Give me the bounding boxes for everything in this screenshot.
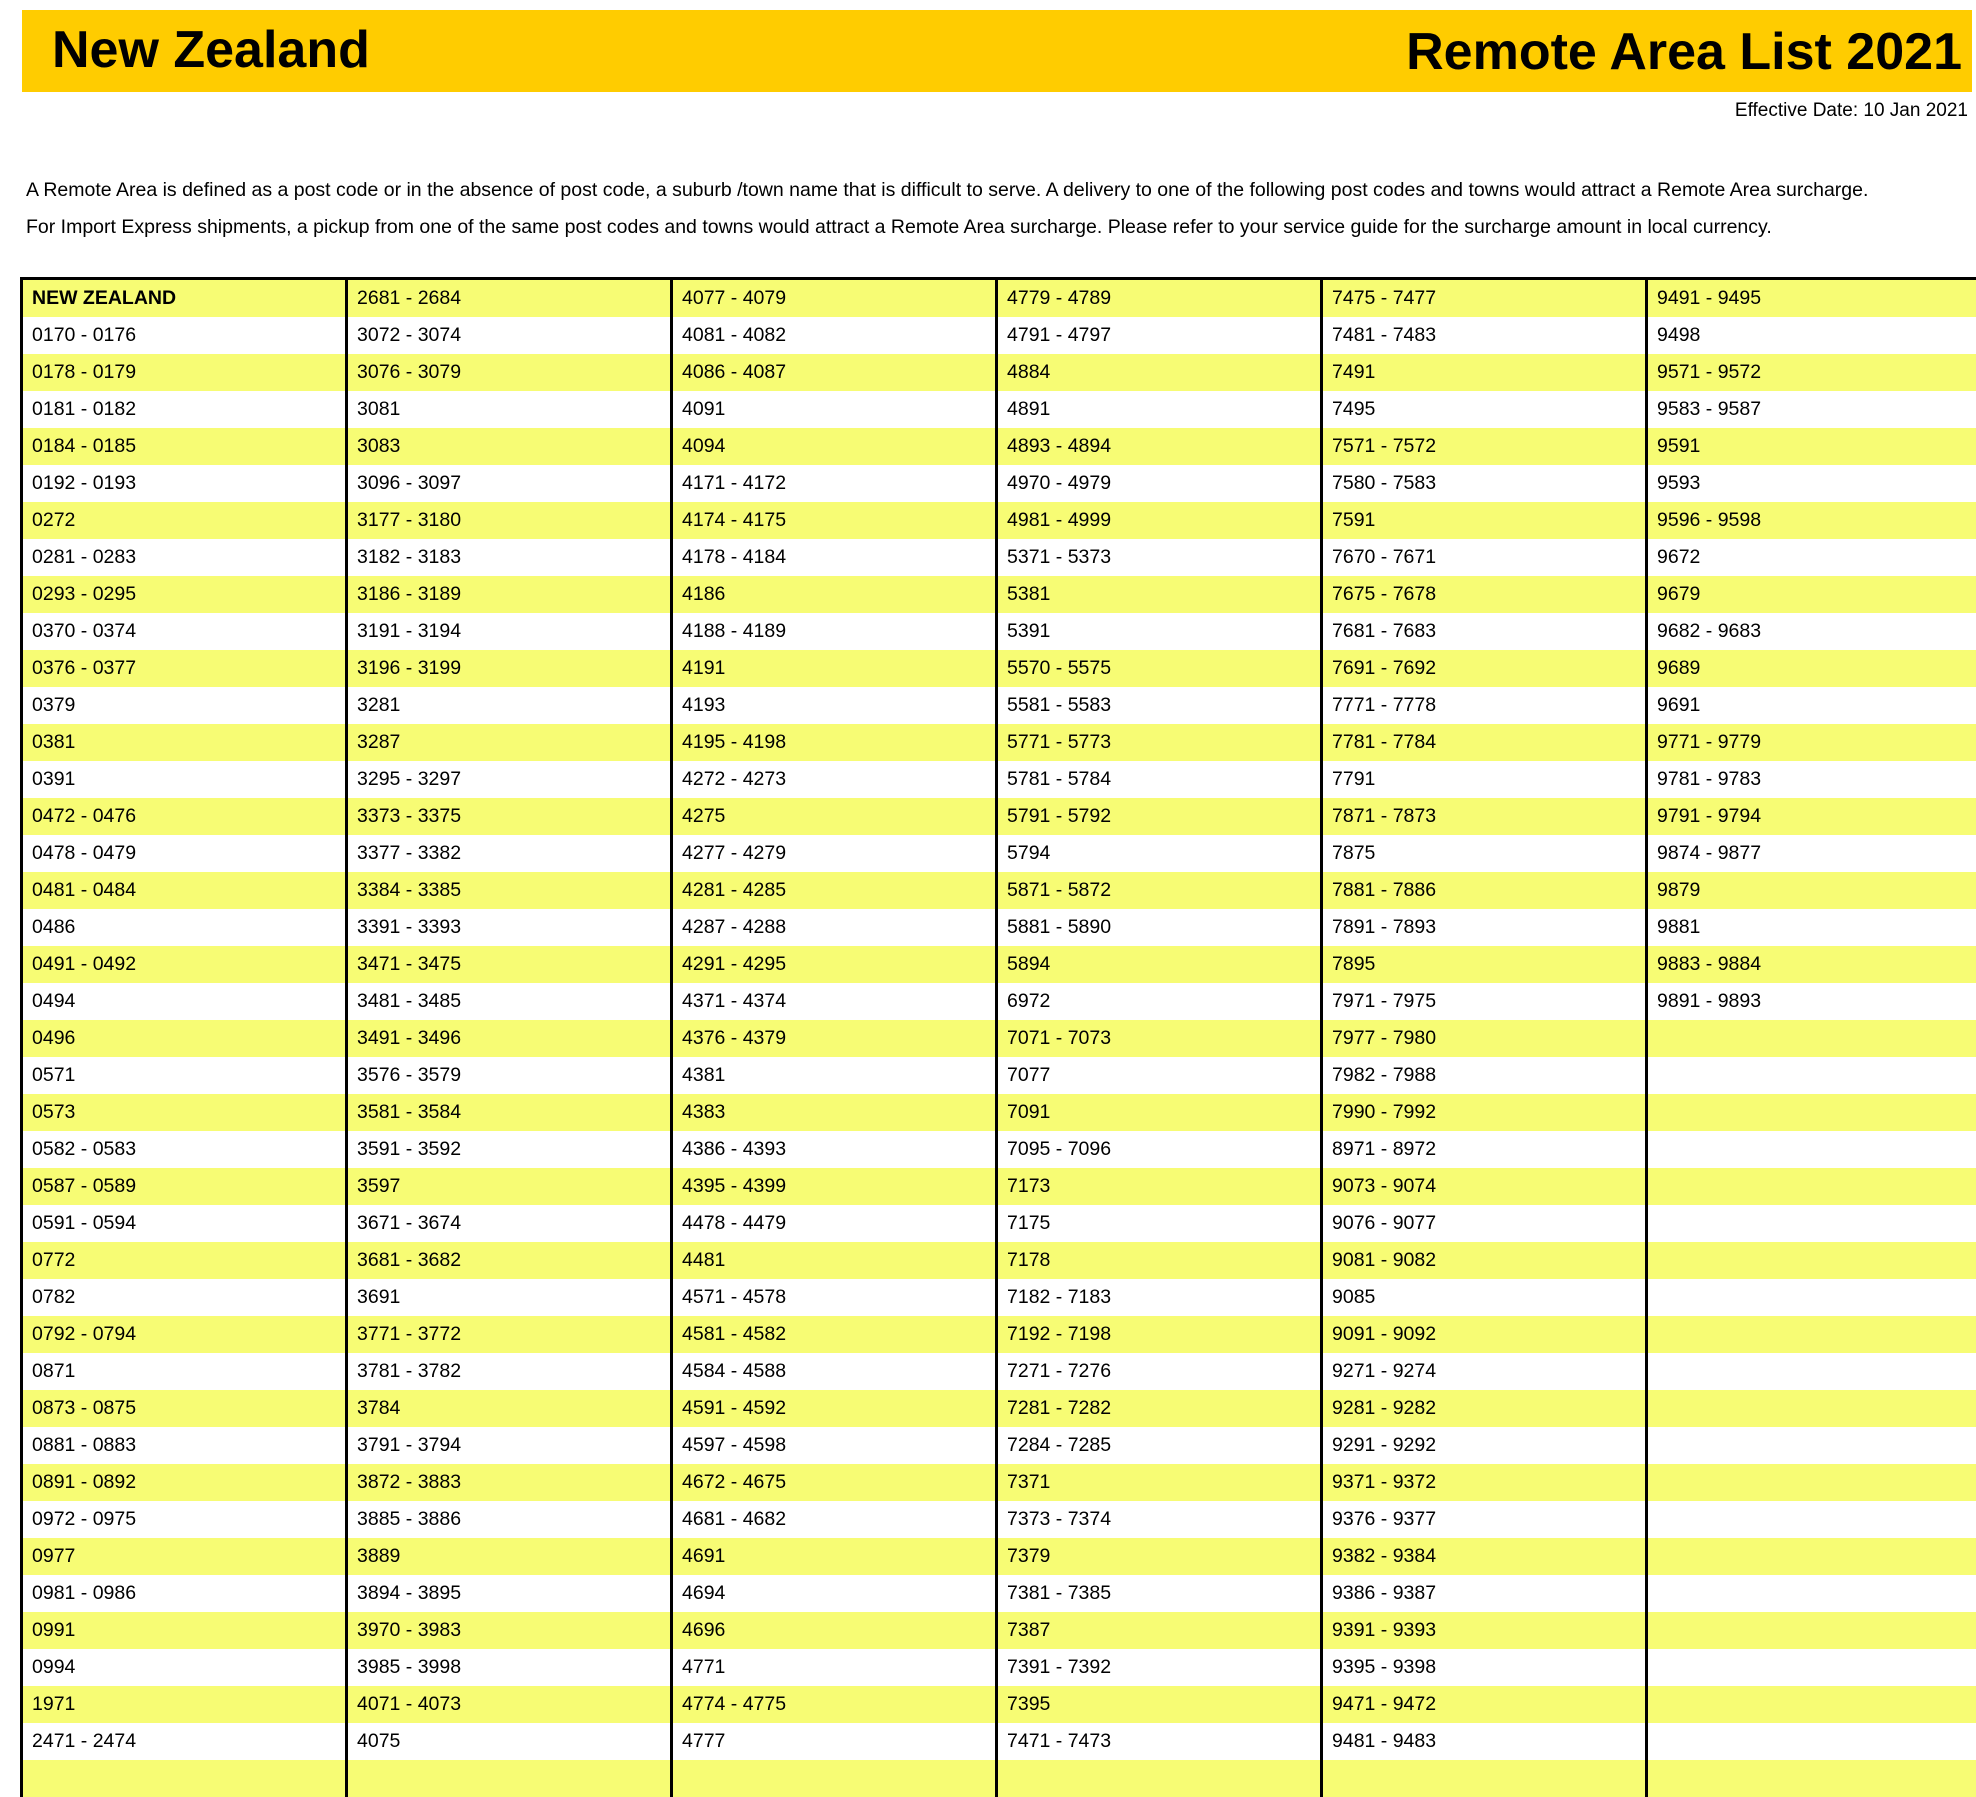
postcode-cell: 9672 <box>1657 546 1701 568</box>
postcode-cell: 7395 <box>1007 1693 1051 1715</box>
postcode-cell: 3481 - 3485 <box>357 990 462 1012</box>
postcode-cell: 0582 - 0583 <box>32 1138 137 1160</box>
header-banner <box>22 10 1972 92</box>
postcode-cell: 7875 <box>1332 842 1376 864</box>
postcode-cell: 5781 - 5784 <box>1007 768 1112 790</box>
postcode-cell: 0381 <box>32 731 76 753</box>
postcode-cell: 7175 <box>1007 1212 1051 1234</box>
postcode-cell: 0491 - 0492 <box>32 953 137 975</box>
postcode-cell: 3771 - 3772 <box>357 1323 462 1345</box>
postcode-cell: 7771 - 7778 <box>1332 694 1437 716</box>
postcode-cell: 0293 - 0295 <box>32 583 137 605</box>
postcode-cell: 3691 <box>357 1286 401 1308</box>
postcode-cell: 7670 - 7671 <box>1332 546 1437 568</box>
postcode-cell: 9879 <box>1657 879 1701 901</box>
postcode-cell: 3471 - 3475 <box>357 953 462 975</box>
postcode-cell: 5581 - 5583 <box>1007 694 1112 716</box>
postcode-cell: 3072 - 3074 <box>357 324 462 346</box>
postcode-column-5 <box>1323 280 1648 1797</box>
postcode-cell: 0376 - 0377 <box>32 657 137 679</box>
postcode-cell: 0178 - 0179 <box>32 361 137 383</box>
postcode-cell: 7091 <box>1007 1101 1051 1123</box>
postcode-cell: 9682 - 9683 <box>1657 620 1762 642</box>
postcode-cell: 7580 - 7583 <box>1332 472 1437 494</box>
postcode-cell: 4171 - 4172 <box>682 472 787 494</box>
postcode-cell: 3391 - 3393 <box>357 916 462 938</box>
postcode-cell: 4383 <box>682 1101 726 1123</box>
intro-line-2: For Import Express shipments, a pickup from one of the same post codes and towns would attract a Remote Area surcharge. Please refer to your service guide for the surcharge amount in local currency. <box>26 216 1772 238</box>
postcode-cell: 4272 - 4273 <box>682 768 787 790</box>
postcode-cell: 9781 - 9783 <box>1657 768 1762 790</box>
postcode-cell: 7591 <box>1332 509 1376 531</box>
postcode-cell: 4777 <box>682 1730 726 1752</box>
postcode-cell: 7071 - 7073 <box>1007 1027 1112 1049</box>
postcode-cell: 4571 - 4578 <box>682 1286 787 1308</box>
postcode-cell: 7391 - 7392 <box>1007 1656 1112 1678</box>
postcode-cell: 3186 - 3189 <box>357 583 462 605</box>
postcode-cell: 7178 <box>1007 1249 1051 1271</box>
postcode-cell: 9591 <box>1657 435 1701 457</box>
postcode-cell: 7182 - 7183 <box>1007 1286 1112 1308</box>
postcode-cell: 4981 - 4999 <box>1007 509 1112 531</box>
postcode-cell: 3681 - 3682 <box>357 1249 462 1271</box>
postcode-cell: 4091 <box>682 398 726 420</box>
postcode-cell: 7381 - 7385 <box>1007 1582 1112 1604</box>
postcode-cell: 0571 <box>32 1064 76 1086</box>
postcode-cell: 3985 - 3998 <box>357 1656 462 1678</box>
postcode-cell: 3491 - 3496 <box>357 1027 462 1049</box>
postcode-cell: 4478 - 4479 <box>682 1212 787 1234</box>
postcode-cell: 9593 <box>1657 472 1701 494</box>
postcode-cell: 3885 - 3886 <box>357 1508 462 1530</box>
postcode-cell: 3287 <box>357 731 401 753</box>
postcode-cell: 7491 <box>1332 361 1376 383</box>
postcode-cell: 9395 - 9398 <box>1332 1656 1437 1678</box>
postcode-cell: 4395 - 4399 <box>682 1175 787 1197</box>
postcode-cell: 7691 - 7692 <box>1332 657 1437 679</box>
postcode-cell: 3671 - 3674 <box>357 1212 462 1234</box>
postcode-cell: 0478 - 0479 <box>32 842 137 864</box>
postcode-cell: 5881 - 5890 <box>1007 916 1112 938</box>
postcode-cell: 3182 - 3183 <box>357 546 462 568</box>
postcode-cell: 0891 - 0892 <box>32 1471 137 1493</box>
postcode-cell: 0792 - 0794 <box>32 1323 137 1345</box>
postcode-cell: 7077 <box>1007 1064 1051 1086</box>
postcode-cell: 7881 - 7886 <box>1332 879 1437 901</box>
postcode-cell: 9091 - 9092 <box>1332 1323 1437 1345</box>
postcode-cell: 3591 - 3592 <box>357 1138 462 1160</box>
postcode-cell: 0994 <box>32 1656 76 1678</box>
postcode-cell: 0472 - 0476 <box>32 805 137 827</box>
postcode-cell: 7471 - 7473 <box>1007 1730 1112 1752</box>
postcode-cell: 5791 - 5792 <box>1007 805 1112 827</box>
postcode-cell: 0981 - 0986 <box>32 1582 137 1604</box>
document-title: Remote Area List 2021 <box>1406 23 1962 81</box>
postcode-column-1 <box>23 280 348 1797</box>
postcode-cell: 4791 - 4797 <box>1007 324 1112 346</box>
intro-text <box>26 172 1976 246</box>
postcode-cell: 7281 - 7282 <box>1007 1397 1112 1419</box>
postcode-cell: 9081 - 9082 <box>1332 1249 1437 1271</box>
postcode-cell: 9596 - 9598 <box>1657 509 1762 531</box>
postcode-cell: 4694 <box>682 1582 726 1604</box>
postcode-cell: 4371 - 4374 <box>682 990 787 1012</box>
postcode-cell: 4774 - 4775 <box>682 1693 787 1715</box>
postcode-cell: 5771 - 5773 <box>1007 731 1112 753</box>
postcode-cell: 7971 - 7975 <box>1332 990 1437 1012</box>
postcode-cell: 5391 <box>1007 620 1051 642</box>
postcode-cell: 7681 - 7683 <box>1332 620 1437 642</box>
postcode-cell: 4891 <box>1007 398 1051 420</box>
postcode-cell: 3373 - 3375 <box>357 805 462 827</box>
postcode-cell: 0486 <box>32 916 76 938</box>
postcode-cell: 3377 - 3382 <box>357 842 462 864</box>
postcode-cell: 7271 - 7276 <box>1007 1360 1112 1382</box>
postcode-cell: 9085 <box>1332 1286 1376 1308</box>
postcode-cell: 0991 <box>32 1619 76 1641</box>
postcode-cell: 3191 - 3194 <box>357 620 462 642</box>
postcode-cell: 7284 - 7285 <box>1007 1434 1112 1456</box>
effective-date: Effective Date: 10 Jan 2021 <box>1734 100 1968 121</box>
postcode-cell: 4584 - 4588 <box>682 1360 787 1382</box>
postcode-cell: 4174 - 4175 <box>682 509 787 531</box>
postcode-cell: 9881 <box>1657 916 1701 938</box>
postcode-cell: 4591 - 4592 <box>682 1397 787 1419</box>
postcode-cell: 4094 <box>682 435 726 457</box>
postcode-table <box>20 277 1976 1797</box>
postcode-cell: 9386 - 9387 <box>1332 1582 1437 1604</box>
postcode-cell: 9791 - 9794 <box>1657 805 1762 827</box>
postcode-cell: 9481 - 9483 <box>1332 1730 1437 1752</box>
postcode-cell: 0977 <box>32 1545 76 1567</box>
postcode-cell: 4386 - 4393 <box>682 1138 787 1160</box>
postcode-cell: 9391 - 9393 <box>1332 1619 1437 1641</box>
postcode-cell: 0782 <box>32 1286 76 1308</box>
postcode-cell: 3781 - 3782 <box>357 1360 462 1382</box>
postcode-cell: 4779 - 4789 <box>1007 287 1112 309</box>
postcode-cell: 0881 - 0883 <box>32 1434 137 1456</box>
postcode-cell: 4081 - 4082 <box>682 324 787 346</box>
postcode-cell: 0281 - 0283 <box>32 546 137 568</box>
postcode-column-2 <box>348 280 673 1797</box>
postcode-cell: 3384 - 3385 <box>357 879 462 901</box>
postcode-cell: 4681 - 4682 <box>682 1508 787 1530</box>
postcode-cell: 7571 - 7572 <box>1332 435 1437 457</box>
postcode-cell: 9874 - 9877 <box>1657 842 1762 864</box>
postcode-cell: 1971 <box>32 1693 76 1715</box>
postcode-cell: 0573 <box>32 1101 76 1123</box>
postcode-cell: 3581 - 3584 <box>357 1101 462 1123</box>
postcode-cell: 2681 - 2684 <box>357 287 462 309</box>
postcode-cell: 7781 - 7784 <box>1332 731 1437 753</box>
postcode-cell: 9583 - 9587 <box>1657 398 1762 420</box>
postcode-cell: 4884 <box>1007 361 1051 383</box>
postcode-cell: 3872 - 3883 <box>357 1471 462 1493</box>
postcode-cell: 9571 - 9572 <box>1657 361 1762 383</box>
postcode-cell: 4287 - 4288 <box>682 916 787 938</box>
postcode-cell: 5894 <box>1007 953 1051 975</box>
postcode-cell: 4481 <box>682 1249 726 1271</box>
postcode-cell: 4186 <box>682 583 726 605</box>
postcode-cell: 7475 - 7477 <box>1332 287 1437 309</box>
postcode-cell: 4071 - 4073 <box>357 1693 462 1715</box>
postcode-cell: 0591 - 0594 <box>32 1212 137 1234</box>
postcode-cell: 0370 - 0374 <box>32 620 137 642</box>
postcode-cell: 9498 <box>1657 324 1701 346</box>
postcode-cell: 4188 - 4189 <box>682 620 787 642</box>
postcode-cell: 7192 - 7198 <box>1007 1323 1112 1345</box>
postcode-cell: 7977 - 7980 <box>1332 1027 1437 1049</box>
postcode-cell: 4193 <box>682 694 726 716</box>
postcode-cell: 7495 <box>1332 398 1376 420</box>
postcode-cell: 4291 - 4295 <box>682 953 787 975</box>
postcode-cell: 9376 - 9377 <box>1332 1508 1437 1530</box>
postcode-cell: 0772 <box>32 1249 76 1271</box>
postcode-cell: 3281 <box>357 694 401 716</box>
postcode-cell: 3889 <box>357 1545 401 1567</box>
postcode-cell: 5871 - 5872 <box>1007 879 1112 901</box>
postcode-cell: 0587 - 0589 <box>32 1175 137 1197</box>
postcode-cell: 4691 <box>682 1545 726 1567</box>
postcode-cell: 3597 <box>357 1175 401 1197</box>
postcode-cell: 3081 <box>357 398 401 420</box>
postcode-cell: 4381 <box>682 1064 726 1086</box>
postcode-cell: 0272 <box>32 509 76 531</box>
postcode-cell: 9883 - 9884 <box>1657 953 1762 975</box>
postcode-cell: 9291 - 9292 <box>1332 1434 1437 1456</box>
postcode-cell: 9891 - 9893 <box>1657 990 1762 1012</box>
postcode-cell: 4191 <box>682 657 726 679</box>
postcode-cell: 4277 - 4279 <box>682 842 787 864</box>
postcode-cell: 0871 <box>32 1360 76 1382</box>
postcode-cell: 0496 <box>32 1027 76 1049</box>
postcode-cell: 7990 - 7992 <box>1332 1101 1437 1123</box>
postcode-cell: 7371 <box>1007 1471 1051 1493</box>
postcode-cell: 4672 - 4675 <box>682 1471 787 1493</box>
postcode-cell: 3177 - 3180 <box>357 509 462 531</box>
country-title: New Zealand <box>52 21 370 79</box>
postcode-cell: 7675 - 7678 <box>1332 583 1437 605</box>
postcode-cell: 6972 <box>1007 990 1051 1012</box>
postcode-cell: 3784 <box>357 1397 401 1419</box>
postcode-cell: 3096 - 3097 <box>357 472 462 494</box>
postcode-cell: 9471 - 9472 <box>1332 1693 1437 1715</box>
postcode-cell: 4075 <box>357 1730 401 1752</box>
postcode-cell: 9771 - 9779 <box>1657 731 1762 753</box>
postcode-cell: 9691 <box>1657 694 1701 716</box>
postcode-cell: 3196 - 3199 <box>357 657 462 679</box>
postcode-cell: 7891 - 7893 <box>1332 916 1437 938</box>
postcode-cell: 4275 <box>682 805 726 827</box>
postcode-cell: 4086 - 4087 <box>682 361 787 383</box>
postcode-cell: 7791 <box>1332 768 1376 790</box>
postcode-cell: 0181 - 0182 <box>32 398 137 420</box>
intro-line-1: A Remote Area is defined as a post code or in the absence of post code, a suburb /town name that is difficult to serve. A delivery to one of the following post codes and towns would attract a Remote Area surcharge. <box>26 179 1869 201</box>
postcode-cell: 7387 <box>1007 1619 1051 1641</box>
postcode-column-3 <box>673 280 998 1797</box>
postcode-cell: 4178 - 4184 <box>682 546 787 568</box>
postcode-cell: 7379 <box>1007 1545 1051 1567</box>
postcode-cell: 0873 - 0875 <box>32 1397 137 1419</box>
postcode-cell: 8971 - 8972 <box>1332 1138 1437 1160</box>
postcode-cell: 7982 - 7988 <box>1332 1064 1437 1086</box>
postcode-cell: 4077 - 4079 <box>682 287 787 309</box>
postcode-cell: 5794 <box>1007 842 1051 864</box>
postcode-cell: 3295 - 3297 <box>357 768 462 790</box>
postcode-cell: 5381 <box>1007 583 1051 605</box>
postcode-cell: 0494 <box>32 990 76 1012</box>
postcode-cell: 3076 - 3079 <box>357 361 462 383</box>
postcode-cell: 2471 - 2474 <box>32 1730 137 1752</box>
postcode-cell: 9076 - 9077 <box>1332 1212 1437 1234</box>
postcode-cell: 0481 - 0484 <box>32 879 137 901</box>
postcode-cell: 4195 - 4198 <box>682 731 787 753</box>
postcode-cell: 4376 - 4379 <box>682 1027 787 1049</box>
postcode-cell: 4771 <box>682 1656 726 1678</box>
postcode-cell: 9281 - 9282 <box>1332 1397 1437 1419</box>
postcode-cell: 9371 - 9372 <box>1332 1471 1437 1493</box>
postcode-cell: 0379 <box>32 694 76 716</box>
postcode-cell: 0391 <box>32 768 76 790</box>
postcode-cell: 0184 - 0185 <box>32 435 137 457</box>
postcode-cell: 3970 - 3983 <box>357 1619 462 1641</box>
postcode-cell: 0170 - 0176 <box>32 324 137 346</box>
postcode-cell: 7173 <box>1007 1175 1051 1197</box>
postcode-cell: 9382 - 9384 <box>1332 1545 1437 1567</box>
postcode-cell: 3894 - 3895 <box>357 1582 462 1604</box>
postcode-cell: 0192 - 0193 <box>32 472 137 494</box>
postcode-cell: 9679 <box>1657 583 1701 605</box>
postcode-cell: 5570 - 5575 <box>1007 657 1112 679</box>
postcode-cell: 7871 - 7873 <box>1332 805 1437 827</box>
postcode-cell: 7481 - 7483 <box>1332 324 1437 346</box>
country-heading-cell: NEW ZEALAND <box>32 287 177 309</box>
postcode-cell: 4970 - 4979 <box>1007 472 1112 494</box>
postcode-column-6 <box>1648 280 1973 1797</box>
postcode-cell: 9689 <box>1657 657 1701 679</box>
postcode-columns <box>23 280 1976 1797</box>
postcode-cell: 4281 - 4285 <box>682 879 787 901</box>
postcode-cell: 4597 - 4598 <box>682 1434 787 1456</box>
postcode-cell: 4581 - 4582 <box>682 1323 787 1345</box>
postcode-cell: 3576 - 3579 <box>357 1064 462 1086</box>
postcode-cell: 7895 <box>1332 953 1376 975</box>
postcode-cell: 5371 - 5373 <box>1007 546 1112 568</box>
postcode-cell: 9491 - 9495 <box>1657 287 1762 309</box>
postcode-cell: 9073 - 9074 <box>1332 1175 1437 1197</box>
postcode-cell: 7373 - 7374 <box>1007 1508 1112 1530</box>
postcode-cell: 3791 - 3794 <box>357 1434 462 1456</box>
postcode-cell: 0972 - 0975 <box>32 1508 137 1530</box>
postcode-cell: 3083 <box>357 435 401 457</box>
postcode-column-4 <box>998 280 1323 1797</box>
postcode-cell: 7095 - 7096 <box>1007 1138 1112 1160</box>
postcode-cell: 4893 - 4894 <box>1007 435 1112 457</box>
postcode-cell: 4696 <box>682 1619 726 1641</box>
postcode-cell: 9271 - 9274 <box>1332 1360 1437 1382</box>
